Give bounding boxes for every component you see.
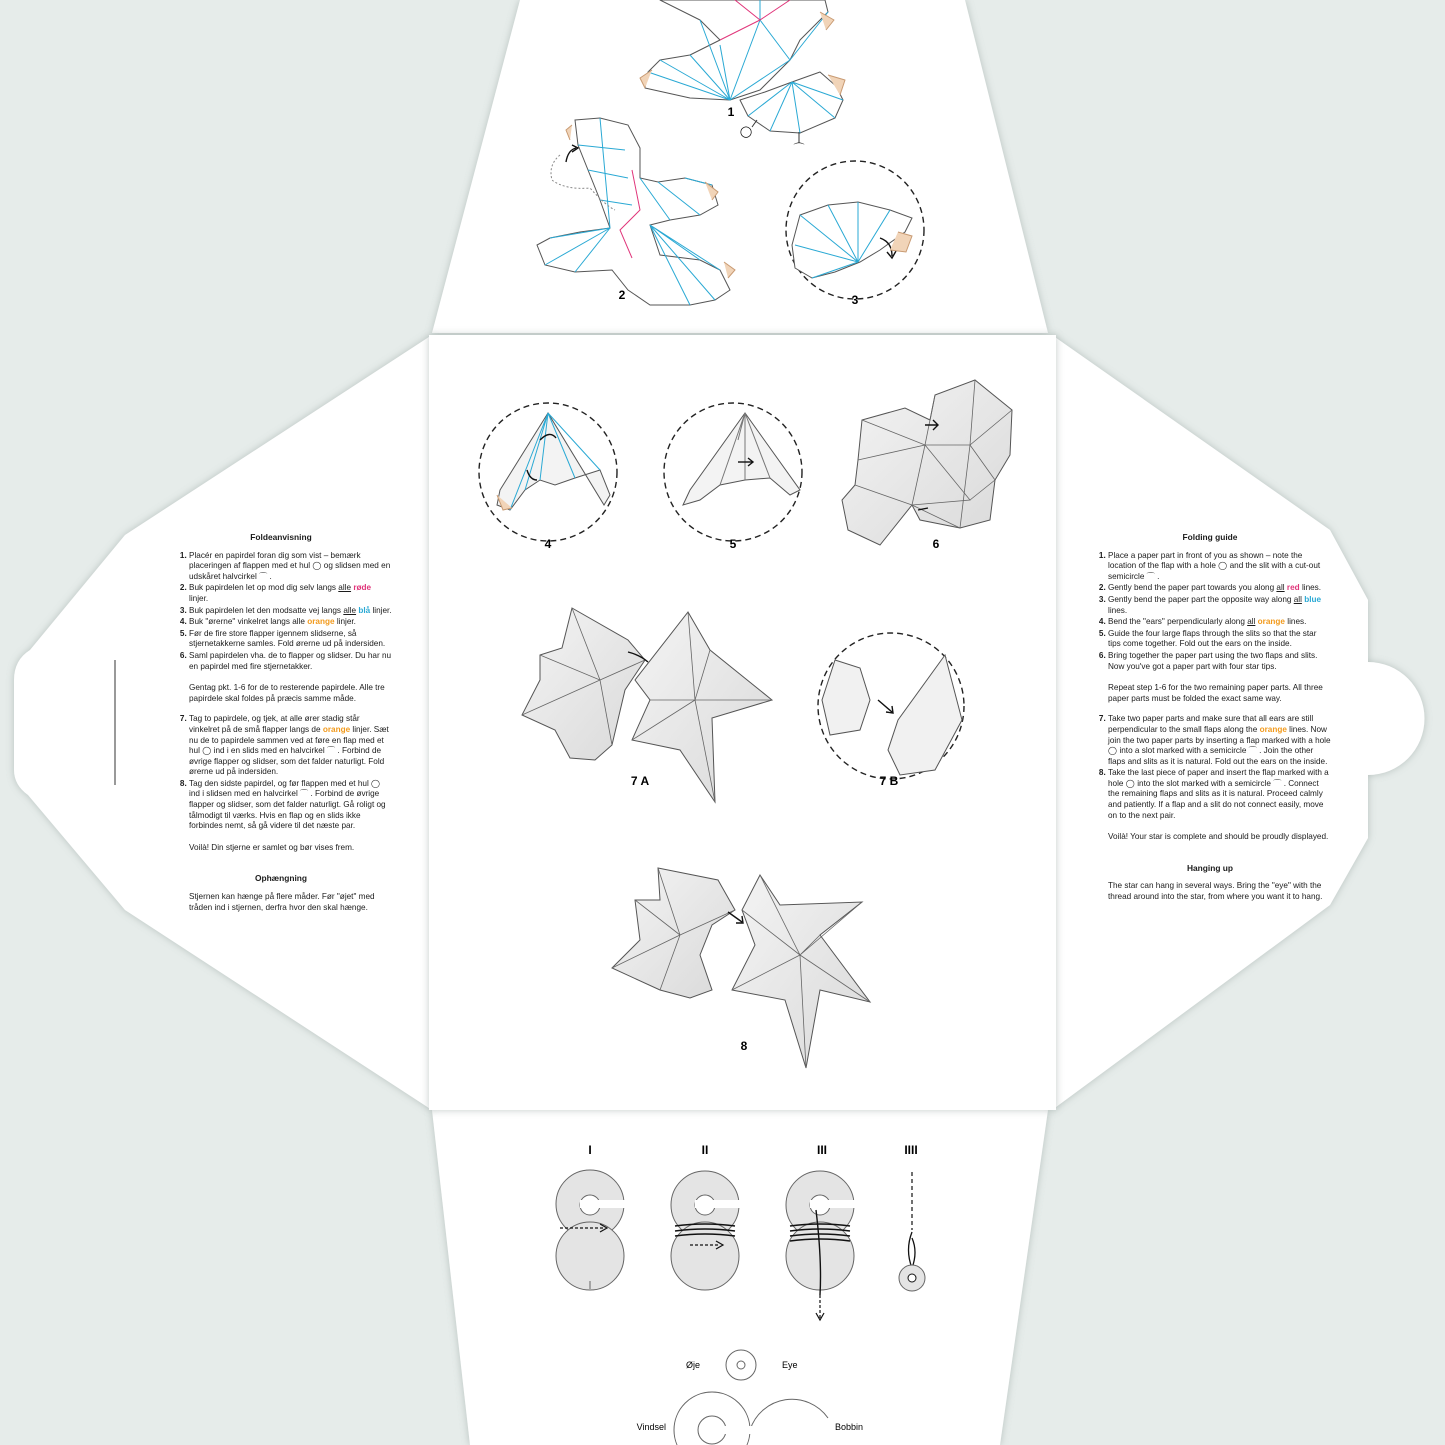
bobbin-label-da: Vindsel	[636, 1422, 666, 1432]
danish-step-8: 8. Tag den sidste papirdel, og før flappen med et hul ◯ ind i slidsen med en halvcirkel ⌒ . Forbind de øvrige flapper og slidser, som det falder naturligt. Gå roligt og tålmodigt til værks. Hvis en flap og en slids ikke forbindes nemt, så gå videre til det næste par.	[189, 779, 392, 832]
english-step-6: 6. Bring together the paper part using the two flaps and slits. Now you've got a paper part with four star tips.	[1108, 651, 1331, 672]
english-instructions	[1089, 532, 1331, 903]
step-5-label: 5	[729, 537, 737, 551]
hanging-step-2-label: II	[701, 1143, 709, 1157]
bottom-flap	[432, 1110, 1048, 1445]
english-step-7: 7. Take two paper parts and make sure that all ears are still perpendicular to the small flaps along the orange lines. Now join the two paper parts by inserting a flap marked with a hole ◯ into a slot marked with a semicircle ⌒ . Join the other flaps and slits as it is natural. Fold out the ears on the inside.	[1108, 714, 1331, 767]
step-1-label: 1	[727, 105, 735, 119]
danish-step-5: 5. Før de fire store flapper igennem slidserne, så stjernetakkerne samles. Fold ørerne ud på indersiden.	[189, 629, 392, 650]
semicircle-symbol: ⌒	[793, 142, 805, 155]
english-step-5: 5. Guide the four large flaps through the slits so that the star tips come together. Fold out the ears on the inside.	[1108, 629, 1331, 650]
danish-step-7: 7. Tag to papirdele, og tjek, at alle ører stadig står vinkelret på de små flapper langs de orange linjer. Sæt nu de to papirdele sammen ved at føre en flap med et hul ◯ ind i en slids med en halvcirkel ⌒ . Forbind de øvrige flapper og slidser, som det falder naturligt. Fold ørerne ud på indersiden.	[189, 714, 392, 778]
english-step-1: 1. Place a paper part in front of you as shown – note the location of the flap with a hole ◯ and the slit with a cut-out semicircle ⌒ .	[1108, 551, 1331, 583]
danish-step-6: 6. Saml papirdelen vha. de to flapper og slidser. Du har nu en papirdel med fire stjernetakker.	[189, 651, 392, 672]
english-step-3: 3. Gently bend the paper part the opposite way along all blue lines.	[1108, 595, 1331, 616]
step-7b-label: 7 B	[879, 774, 899, 788]
english-done: Voilà! Your star is complete and should be proudly displayed.	[1108, 832, 1329, 842]
danish-hang-title: Ophængning	[254, 873, 308, 884]
eye-label-en: Eye	[782, 1360, 798, 1370]
english-step-4: 4. Bend the "ears" perpendicularly along all orange lines.	[1108, 617, 1331, 628]
danish-step-1: 1. Placér en papirdel foran dig som vist – bemærk placeringen af flappen med et hul ◯ og slidsen med en udskåret halvcirkel ⌒ .	[189, 551, 392, 583]
eye-label-da: Øje	[685, 1360, 700, 1370]
hole-symbol: ◯	[739, 125, 753, 138]
hanging-step-3-label: III	[816, 1143, 828, 1157]
step-2-label: 2	[618, 288, 626, 302]
danish-done: Voilà! Din stjerne er samlet og bør vises frem.	[189, 842, 355, 852]
hanging-step-4-label: IIII	[904, 1143, 918, 1157]
step-8-label: 8	[740, 1039, 748, 1053]
danish-repeat: Gentag pkt. 1-6 for de to resterende papirdele. Alle tre papirdele skal foldes på præcis samme måde.	[189, 683, 385, 703]
bobbin-label-en: Bobbin	[835, 1422, 864, 1432]
hanging-step-2-bobbin	[671, 1171, 740, 1290]
danish-step-3: 3. Buk papirdelen let den modsatte vej langs alle blå linjer.	[189, 606, 392, 617]
hanging-step-1-label: I	[588, 1143, 592, 1157]
danish-step-2: 2. Buk papirdelen let op mod dig selv langs alle røde linjer.	[189, 583, 392, 604]
step-4-label: 4	[544, 537, 552, 551]
danish-instructions	[170, 532, 392, 913]
danish-hang-text: Stjernen kan hænge på flere måder. Før "øjet" med tråden ind i stjernen, derfra hvor den skal hænge.	[189, 892, 375, 912]
english-hang-text: The star can hang in several ways. Bring the "eye" with the thread around into the star, from where you want it to hang.	[1108, 881, 1323, 902]
danish-title: Foldeanvisning	[250, 532, 312, 542]
step-7a-label: 7 A	[630, 774, 650, 788]
english-title: Folding guide	[1182, 532, 1238, 542]
english-repeat: Repeat step 1-6 for the two remaining paper parts. All three paper parts must be folded the exact same way.	[1108, 683, 1323, 703]
english-step-8: 8. Take the last piece of paper and insert the flap marked with a hole ◯ into the slot marked with a semicircle ⌒ . Connect the remaining flaps and slits as it is natural. Proceed calmly and patiently. If a flap and a slit do not connect easily, move on to the next pair.	[1108, 768, 1331, 821]
step-6-label: 6	[932, 537, 940, 551]
english-step-2: 2. Gently bend the paper part towards you along all red lines.	[1108, 583, 1331, 594]
danish-step-4: 4. Buk "ørerne" vinkelret langs alle orange linjer.	[189, 617, 392, 628]
step-3-label: 3	[851, 293, 859, 307]
english-hang-title: Hanging up	[1186, 862, 1234, 873]
